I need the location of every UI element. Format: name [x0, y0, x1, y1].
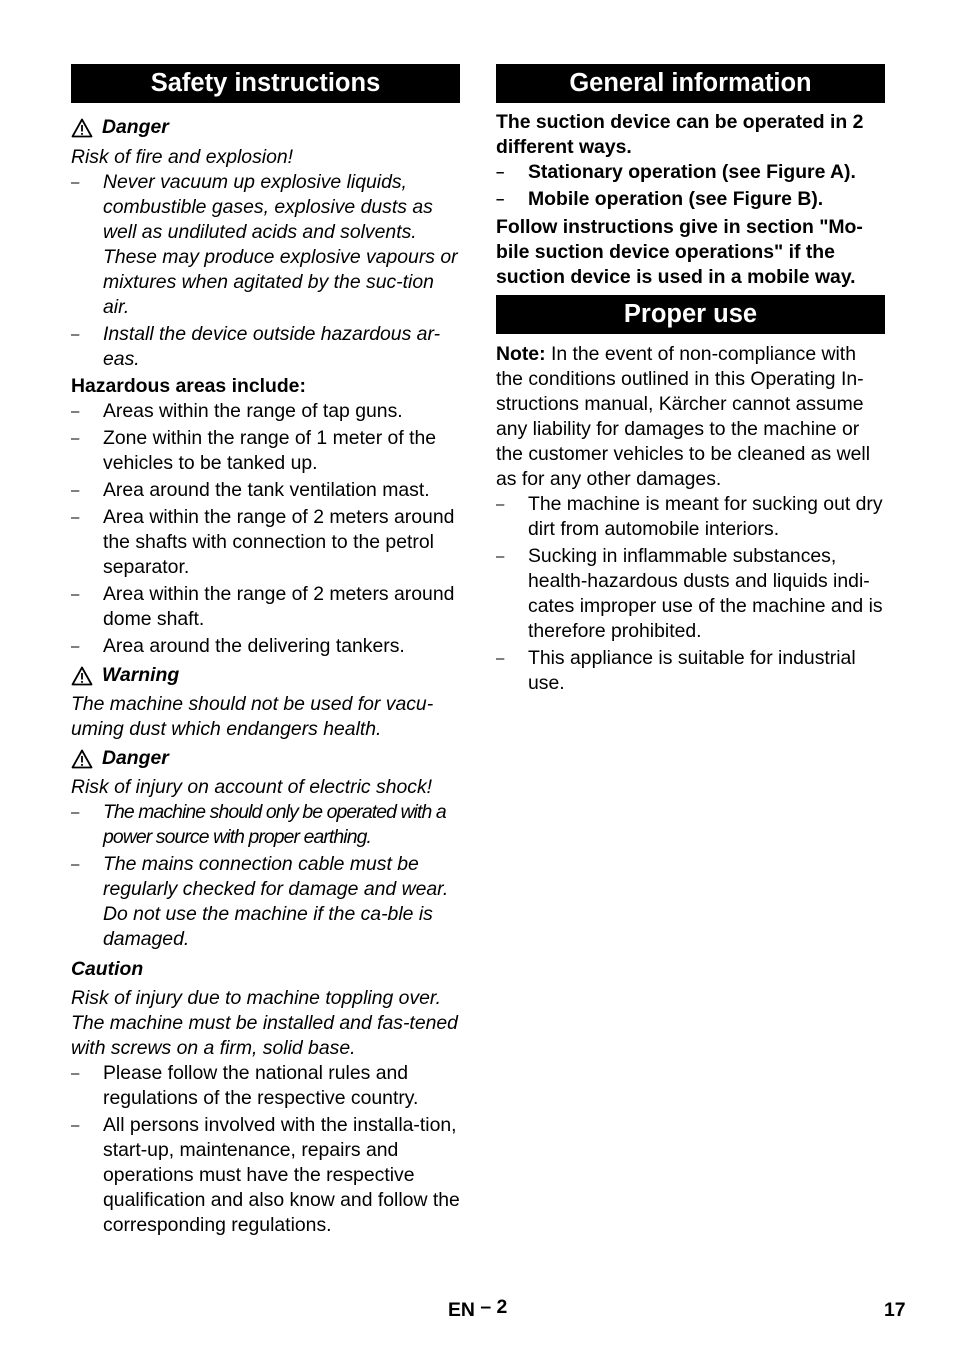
list-item: – This appliance is suitable for industrial use. [496, 646, 885, 696]
list-item: – All persons involved with the installa-tion, start-up, maintenance, repairs and operations must have the respective qualification and also know and follow the corresponding regulations. [71, 1113, 460, 1238]
list-item: – The machine should only be operated with a power source with proper earthing. [71, 800, 460, 850]
right-column [496, 64, 885, 696]
proper-use-note [496, 342, 885, 492]
general-list [496, 160, 885, 212]
caution-text: Risk of injury due to machine toppling over. The machine must be installed and fas-tened with screws on a firm, solid base. [71, 987, 458, 1059]
hazardous-areas-heading: Hazardous areas include: [71, 375, 306, 397]
proper-use-heading: Proper use [496, 295, 885, 334]
warning-triangle-icon [71, 749, 93, 769]
general-intro: The suction device can be operated in 2 different ways. [496, 111, 864, 158]
warning-triangle-icon [71, 666, 93, 686]
footer-language [448, 1298, 507, 1323]
list-item: – Mobile operation (see Figure B). [496, 187, 885, 212]
footer-section: – 2 [480, 1296, 508, 1318]
danger-list-1 [71, 170, 460, 372]
list-item: – Area around the delivering tankers. [71, 634, 460, 659]
note-text: In the event of non-compliance with the conditions outlined in this Operating In-structions manual, Kärcher cannot assume any liability for damages to the machine or the customer vehicles to be cleaned as well as for any other damages. [496, 343, 871, 490]
list-item: – Areas within the range of tap guns. [71, 399, 460, 424]
left-column [71, 64, 460, 1238]
warning-text: The machine should not be used for vacu-uming dust which endangers health. [71, 693, 434, 740]
caution-list [71, 1061, 460, 1238]
general-follow-text: Follow instructions give in section "Mo-bile suction device operations" if the suction device is used in a mobile way. [496, 216, 863, 288]
warning-label: Warning [102, 664, 180, 686]
danger-label-2: Danger [102, 747, 169, 769]
danger-intro-1: Risk of fire and explosion! [71, 146, 294, 168]
warning-heading [71, 663, 460, 688]
note-label: Note: [496, 343, 546, 365]
danger-intro-2: Risk of injury on account of electric shock! [71, 776, 433, 798]
list-item: – The machine is meant for sucking out dry dirt from automobile interiors. [496, 492, 885, 542]
danger-list-2 [71, 800, 460, 952]
list-item: – Never vacuum up explosive liquids, combustible gases, explosive dusts as well as undiluted acids and solvents. These may produce explosive vapours or mixtures when agitated by the suc-tion air. [71, 170, 460, 320]
warning-triangle-icon [71, 118, 93, 138]
list-item: – Please follow the national rules and regulations of the respective country. [71, 1061, 460, 1111]
caution-heading: Caution [71, 958, 144, 980]
proper-use-list [496, 492, 885, 696]
list-item: – The mains connection cable must be regularly checked for damage and wear. Do not use the machine if the ca-ble is damaged. [71, 852, 460, 952]
list-item: – Zone within the range of 1 meter of the vehicles to be tanked up. [71, 426, 460, 476]
danger-heading-2 [71, 746, 460, 771]
general-information-heading: General information [496, 64, 885, 103]
danger-heading-1 [71, 115, 460, 140]
list-item: – Sucking in inflammable substances, health-hazardous dusts and liquids indi-cates improper use of the machine and is therefore prohibited. [496, 544, 885, 644]
footer-lang: EN [448, 1299, 475, 1321]
danger-label-1: Danger [102, 116, 169, 138]
list-item: – Area around the tank ventilation mast. [71, 478, 460, 503]
hazardous-areas-list [71, 399, 460, 659]
list-item: – Area within the range of 2 meters around the shafts with connection to the petrol separator. [71, 505, 460, 580]
list-item: – Area within the range of 2 meters around dome shaft. [71, 582, 460, 632]
page-number: 17 [884, 1299, 906, 1321]
list-item: – Stationary operation (see Figure A). [496, 160, 885, 185]
list-item: – Install the device outside hazardous ar-eas. [71, 322, 460, 372]
safety-instructions-heading: Safety instructions [71, 64, 460, 103]
